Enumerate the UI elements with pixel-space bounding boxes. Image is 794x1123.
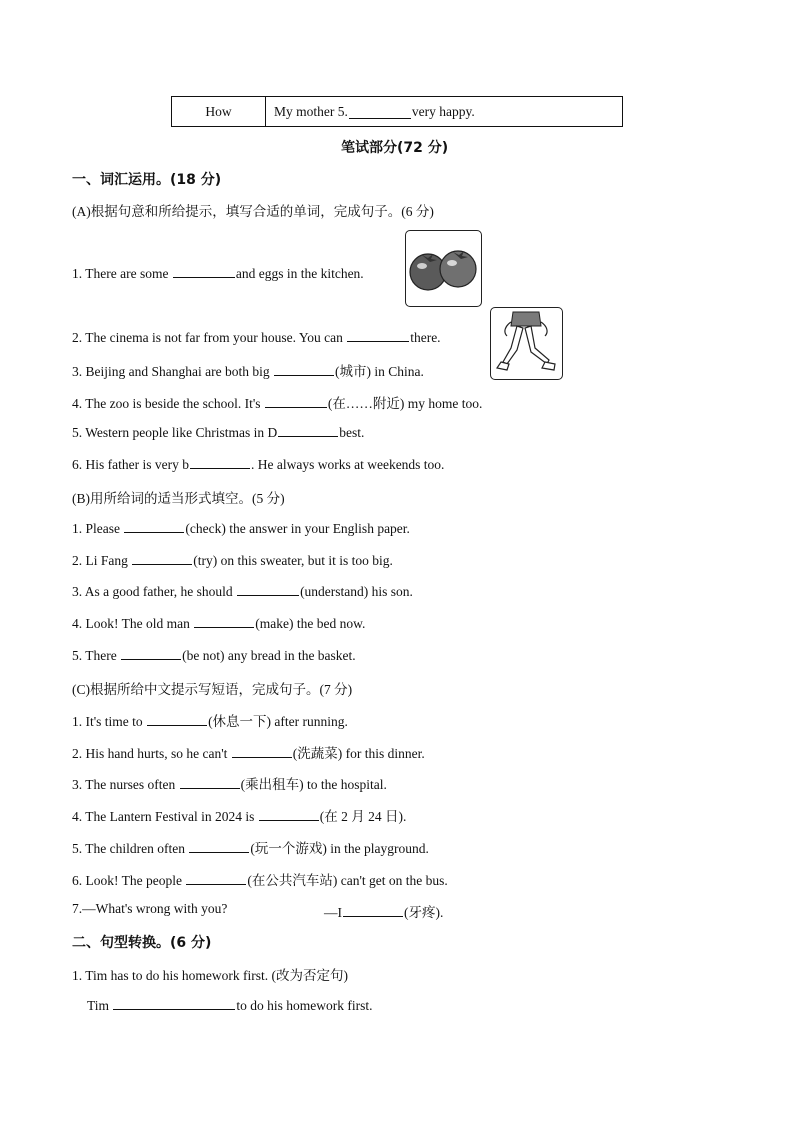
answer-blank[interactable] xyxy=(121,646,181,660)
question-text: 3. The nurses often xyxy=(72,777,179,792)
question-C1 xyxy=(72,710,348,730)
question-2-1: 1. Tim has to do his homework first. (改为否定句) xyxy=(72,968,349,983)
answer-blank[interactable] xyxy=(237,582,299,596)
question-text: 2. His hand hurts, so he can't xyxy=(72,746,231,761)
table-cell-sentence xyxy=(266,97,622,126)
question-text: (洗蔬菜) for this dinner. xyxy=(292,746,425,761)
partB-heading: (B)用所给词的适当形式填空。(5 分) xyxy=(72,491,285,506)
question-text: 4. The zoo is beside the school. It's xyxy=(72,396,264,411)
question-B5 xyxy=(72,646,356,664)
tomatoes-icon xyxy=(406,231,481,306)
question-C7-answer xyxy=(324,901,443,921)
answer-blank[interactable] xyxy=(349,105,411,119)
question-text: 7.—What's wrong with you? xyxy=(72,901,228,916)
answer-blank[interactable] xyxy=(343,903,403,917)
question-text: Tim xyxy=(87,998,113,1013)
question-text: (在……附近) my home too. xyxy=(327,396,483,411)
question-C7 xyxy=(72,901,227,917)
part1-heading: 一、词汇运用。(18 分) xyxy=(72,172,222,188)
answer-blank[interactable] xyxy=(347,328,409,342)
question-text: 5. Western people like Christmas in D xyxy=(72,425,278,440)
question-text: 2. Li Fang xyxy=(72,553,132,568)
answer-blank[interactable] xyxy=(186,871,246,885)
question-B1 xyxy=(72,519,410,537)
answer-blank[interactable] xyxy=(124,519,184,533)
question-text: and eggs in the kitchen. xyxy=(235,266,364,281)
question-text: . He always works at weekends too. xyxy=(250,457,445,472)
question-text: 5. The children often xyxy=(72,841,189,856)
part2-heading: 二、句型转换。(6 分) xyxy=(72,935,212,951)
question-text: (make) the bed now. xyxy=(255,616,366,631)
question-C3 xyxy=(72,773,387,793)
walking-icon xyxy=(491,308,562,379)
question-text: 5. There xyxy=(72,648,121,663)
partC-heading: (C)根据所给中文提示写短语，完成句子。(7 分) xyxy=(72,682,353,697)
table-sentence-prefix: My mother 5. xyxy=(274,103,348,119)
question-text: 3. Beijing and Shanghai are both big xyxy=(72,364,273,379)
answer-blank[interactable] xyxy=(173,264,235,278)
answer-blank[interactable] xyxy=(132,551,192,565)
question-text: 3. As a good father, he should xyxy=(72,584,237,599)
question-text: 6. His father is very b xyxy=(72,457,189,472)
question-text: (understand) his son. xyxy=(300,584,413,599)
question-B2 xyxy=(72,551,393,569)
question-text: 2. The cinema is not far from your house. You can xyxy=(72,330,347,345)
question-A4 xyxy=(72,392,482,412)
table-cell-how: How xyxy=(172,97,266,126)
question-text: (在 2 月 24 日). xyxy=(319,809,407,824)
question-2-1-answer xyxy=(87,996,373,1014)
question-text: 4. Look! The old man xyxy=(72,616,194,631)
question-A2 xyxy=(72,328,441,346)
question-A3 xyxy=(72,360,424,380)
answer-blank[interactable] xyxy=(189,839,249,853)
question-C6 xyxy=(72,869,448,889)
question-text: (be not) any bread in the basket. xyxy=(182,648,356,663)
tomatoes-image xyxy=(405,230,482,307)
question-C4 xyxy=(72,805,406,825)
question-text: 6. Look! The people xyxy=(72,873,186,888)
question-C5 xyxy=(72,837,429,857)
question-text: (休息一下) after running. xyxy=(208,714,348,729)
question-text: 4. The Lantern Festival in 2024 is xyxy=(72,809,258,824)
question-text: there. xyxy=(410,330,441,345)
question-B4 xyxy=(72,614,365,632)
question-A1 xyxy=(72,264,364,282)
question-text: 1. Please xyxy=(72,521,124,536)
question-text: —I xyxy=(324,905,342,920)
question-text: (城市) in China. xyxy=(334,364,424,379)
question-text: (在公共汽车站) can't get on the bus. xyxy=(247,873,448,888)
answer-blank[interactable] xyxy=(274,362,334,376)
answer-blank[interactable] xyxy=(190,455,250,469)
answer-blank[interactable] xyxy=(147,712,207,726)
question-A5 xyxy=(72,423,364,441)
question-text: 1. There are some xyxy=(72,266,172,281)
answer-blank[interactable] xyxy=(232,744,292,758)
answer-table-row xyxy=(171,96,623,127)
question-text: (乘出租车) to the hospital. xyxy=(240,777,387,792)
question-text: 1. It's time to xyxy=(72,714,147,729)
answer-blank[interactable] xyxy=(194,614,254,628)
question-text: (玩一个游戏) in the playground. xyxy=(250,841,429,856)
question-text: to do his homework first. xyxy=(236,998,373,1013)
question-C2 xyxy=(72,742,425,762)
answer-blank[interactable] xyxy=(259,807,319,821)
question-A6 xyxy=(72,455,444,473)
answer-blank[interactable] xyxy=(278,423,338,437)
question-text: (牙疼). xyxy=(404,905,444,920)
answer-blank[interactable] xyxy=(180,775,240,789)
table-sentence-suffix: very happy. xyxy=(411,103,475,119)
question-text: (try) on this sweater, but it is too big. xyxy=(193,553,393,568)
question-text: (check) the answer in your English paper. xyxy=(185,521,410,536)
question-B3 xyxy=(72,582,413,600)
section-title: 笔试部分(72 分) xyxy=(341,140,449,156)
answer-blank[interactable] xyxy=(113,996,235,1010)
question-text: best. xyxy=(339,425,365,440)
answer-blank[interactable] xyxy=(265,394,327,408)
partA-heading: (A)根据句意和所给提示，填写合适的单词，完成句子。(6 分) xyxy=(72,204,434,219)
walking-legs-image xyxy=(490,307,563,380)
